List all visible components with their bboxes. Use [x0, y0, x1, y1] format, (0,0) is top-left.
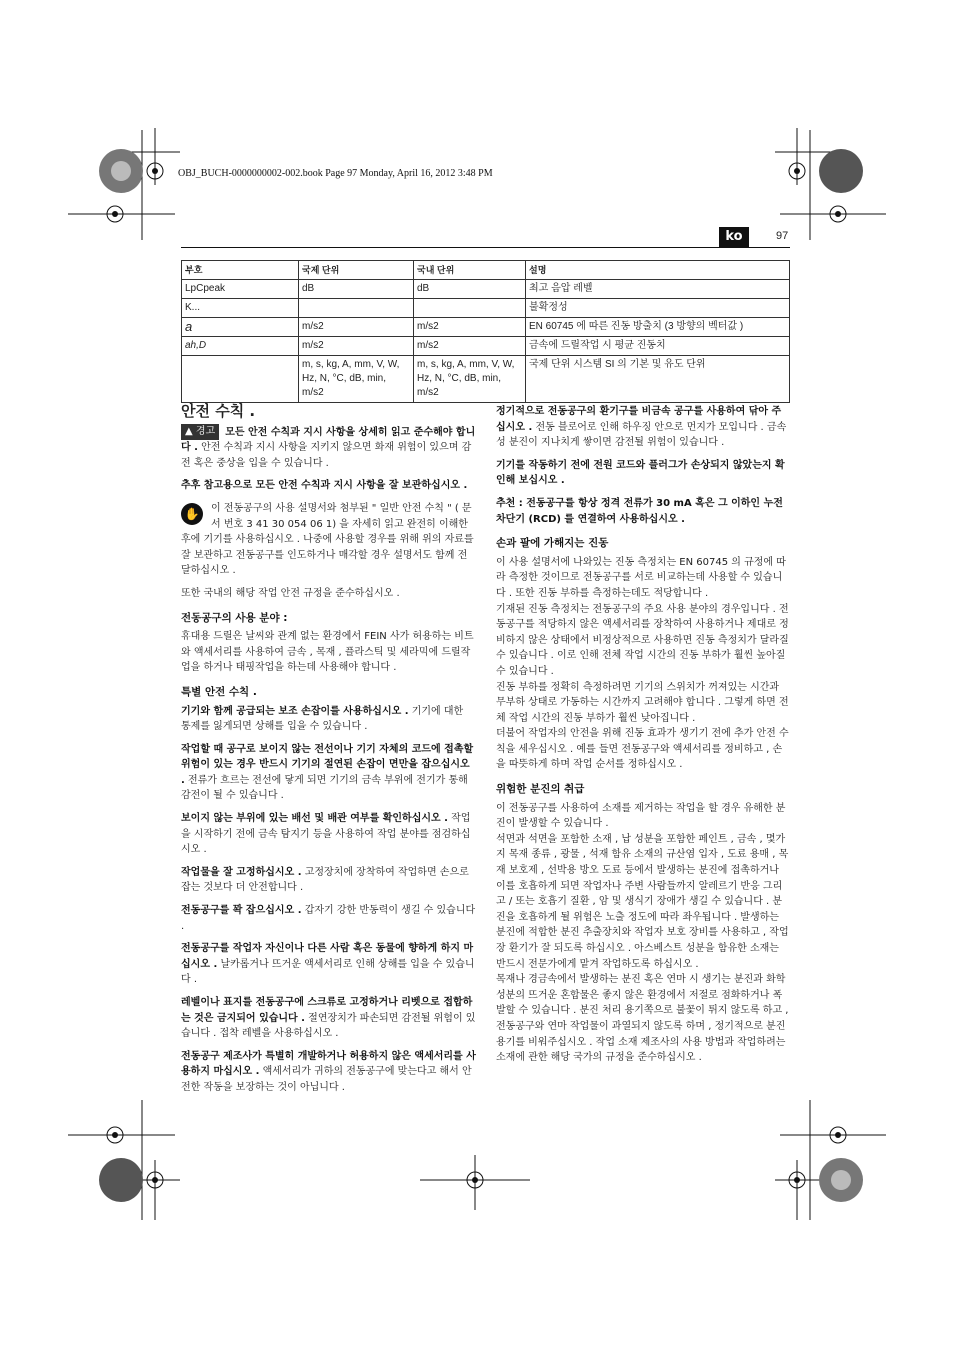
table-cell: K... [182, 299, 299, 318]
left-column [181, 404, 476, 1103]
table-header-cell: 국제 단위 [299, 261, 414, 280]
special-item-bold: 전동공구를 꽉 잡으십시오 . [181, 905, 302, 917]
table-cell: 최고 음압 레벨 [526, 280, 790, 299]
special-item-bold: 전동공구 제조사가 특별히 개발하거나 허용하지 않은 액세서리를 사용하지 마십시오 . [181, 1050, 476, 1078]
table-cell: 불확정성 [526, 299, 790, 318]
table-header-row [182, 261, 790, 280]
table-cell: m/s2 [414, 337, 526, 356]
special-item-text: 날카롭거나 뜨거운 액세서리로 인해 상해를 입을 수 있습니다 . [181, 958, 475, 986]
special-item-text: 고정장치에 장착하여 작업하면 손으로 잡는 것보다 더 안전합니다 . [181, 866, 469, 894]
vibration-paragraph: 이 사용 설명서에 나와있는 진동 측정치는 EN 60745 의 규정에 따라 측정한 것이므로 전동공구를 서로 비교하는데 사용할 수 있습니다 . 또한 진동 부하를 측정하는데도 적당합니다 . [496, 556, 786, 599]
special-item-bold: 기기와 함께 공급되는 보조 손잡이를 사용하십시오 . [181, 705, 409, 717]
vibration-paragraph: 진동 부하를 정확히 측정하려면 기기의 스위치가 꺼져있는 시간과 무부하 상태로 가동하는 시간까지 고려해야 합니다 . 그렇게 하면 전체 작업 시간의 진동 부하가 훨씬 낮아집니다 . [496, 681, 789, 724]
special-item-text: 전류가 흐르는 전선에 닿게 되면 기기의 금속 부위에 전기가 통해 감전이 될 수 있습니다 . [181, 774, 468, 802]
warning-bold: 모든 안전 수칙과 지시 사항을 상세히 읽고 준수해야 합니다 . [181, 426, 476, 454]
read-manual-icon: ✋ [181, 503, 203, 525]
right-column [496, 404, 790, 1073]
dust-paragraph: 석면과 석면을 포함한 소재 , 납 성분을 포함한 페인트 , 금속 , 몇가지 목재 종류 , 광물 , 석재 함유 소재의 규산염 입자 , 도료 용매 , 목재 보호제 , 선박용 방오 도료 등에서 발생하는 분진에 접촉하거나 이를 호흡하게 되면 작업자나 주변 사람들까지 알레르기 반응 그리고 / 또는 호흡기 질환 , 암 및 생식기 장애가 생길 수 있습니다 . 분진을 호흡하게 될 위험은 노출 정도에 따라 좌우됩니다 . 발생하는 분진에 적합한 분진 추출장치와 작업자 보호 장비를 사용하고 , 작업장 환기가 잘 되도록 하십시오 . 아스베스트 성분을 함유한 소재는 반드시 전문가에게 맡겨 작업하도록 하십시오 . [496, 833, 789, 970]
table-row [182, 356, 790, 403]
table-header-cell: 부호 [182, 261, 299, 280]
page-number: 97 [776, 230, 789, 242]
special-item [181, 941, 476, 988]
vibration-paragraph: 더불어 작업자의 안전을 위해 진동 효과가 생기기 전에 추가 안전 수칙을 세우십시오 . 예를 들면 전동공구와 액세서리를 정비하고 , 손을 따뜻하게 하며 작업 순서를 정하십시오 . [496, 728, 789, 771]
table-header-cell: 설명 [526, 261, 790, 280]
table-cell: LpCpeak [182, 280, 299, 299]
table-cell [299, 299, 414, 318]
special-title: 특별 안전 수칙 . [181, 685, 257, 698]
special-item [181, 995, 476, 1042]
dust-paragraph: 이 전동공구를 사용하여 소재를 제거하는 작업을 할 경우 유해한 분진이 발생할 수 있습니다 . [496, 802, 786, 830]
special-item [181, 704, 476, 735]
read-manual-paragraph [181, 501, 476, 579]
warning-triangle-icon: ▲ [185, 425, 193, 437]
purpose-title: 전동공구의 사용 분야 : [181, 611, 288, 624]
table-cell: EN 60745 에 따른 진동 방출치 (3 방향의 벡터값 ) [526, 318, 790, 337]
special-item [181, 865, 476, 896]
table-cell: a [182, 318, 299, 337]
dust-paragraph: 목재나 경금속에서 발생하는 분진 혹은 연마 시 생기는 분진과 화학 성분의 뜨거운 혼합물은 좋지 않은 환경에서 저절로 점화하거나 폭발할 수 있습니다 . 분진 처리 용기쪽으로 불꽃이 튀지 않도록 하고 , 전동공구와 연마 작업물이 과열되지 않도록 하며 , 정기적으로 분진 용기를 비워주십시오 . 작업 소재 제조사의 사용 방법과 작업하려는 소재에 관한 해당 국가의 규정을 준수하십시오 . [496, 974, 789, 1064]
warning-label: 경고 [195, 425, 216, 437]
table-row [182, 318, 790, 337]
local-rules-text: 또한 국내의 해당 작업 안전 규정을 준수하십시오 . [181, 587, 400, 599]
table-cell: m/s2 [414, 318, 526, 337]
table-cell: 국제 단위 시스템 SI 의 기본 및 유도 단위 [526, 356, 790, 403]
special-item-text: 액세서리가 귀하의 전동공구에 맞는다고 해서 안전한 작동을 보장하는 것이 아닙니다 . [181, 1066, 472, 1093]
special-item-text: 절연장치가 파손되면 감전될 위험이 있습니다 . 접착 레벨을 사용하십시오 . [181, 1012, 476, 1040]
file-info: OBJ_BUCH-0000000002-002.book Page 97 Monday, April 16, 2012 3:48 PM [178, 168, 493, 179]
vent-cleaning-paragraph [496, 404, 790, 451]
special-item [181, 903, 476, 934]
vent-cleaning-text: 전동 블로어로 인해 하우징 안으로 먼지가 모입니다 . 금속성 분진이 지나치게 쌓이면 감전될 위험이 있습니다 . [496, 421, 787, 449]
table-cell: ah,D [182, 337, 299, 356]
vibration-paragraph: 기재된 진동 측정치는 전동공구의 주요 사용 분야의 경우입니다 . 전동공구를 적당하지 않은 액세서리를 장착하여 사용하거나 제대로 정비하지 않은 상태에서 비정상적으로 사용하면 진동 측정치가 달라질 수 있습니다 . 이로 인해 전체 작업 시간의 진동 부하가 훨씬 높아질 수 있습니다 . [496, 603, 789, 677]
purpose-text: 휴대용 드릴은 날씨와 관계 없는 환경에서 FEIN 사가 허용하는 비트와 액세서리를 사용하여 금속 , 목재 , 플라스틱 및 세라믹에 드릴작업을 하거나 태핑작업을 하는데 사용해야 합니다 . [181, 631, 474, 674]
vent-cleaning-bold: 정기적으로 전동공구의 환기구를 비금속 공구를 사용하여 닦아 주십시오 . [496, 406, 782, 433]
keep-instructions: 추후 참고용으로 모든 안전 수칙과 지시 사항을 잘 보관하십시오 . [181, 480, 468, 492]
language-badge: ko [719, 227, 749, 247]
table-cell: m, s, kg, A, mm, V, W, Hz, N, °C, dB, min, m/s2 [299, 356, 414, 403]
dust-title: 위험한 분진의 취급 [496, 783, 585, 796]
special-item-bold: 레벨이나 표지를 전동공구에 스크류로 고정하거나 리벳으로 접합하는 것은 금지되어 있습니다 . [181, 997, 473, 1024]
special-item-text: 작업을 시작하기 전에 금속 탐지기 등을 사용하여 작업 분야를 점검하십시오 . [181, 813, 471, 856]
cord-check: 기기를 작동하기 전에 전원 코드와 플러그가 손상되지 않았는지 확인해 보십시오 . [496, 459, 785, 487]
table-cell: dB [299, 280, 414, 299]
table-cell: dB [414, 280, 526, 299]
special-item-text: 기기에 대한 통제를 잃게되면 상해를 입을 수 있습니다 . [181, 705, 464, 733]
table-cell [182, 356, 299, 403]
table-cell: 금속에 드릴작업 시 평균 진동치 [526, 337, 790, 356]
table-cell [414, 299, 526, 318]
special-item-bold: 보이지 않는 부위에 있는 배선 및 배관 여부를 확인하십시오 . [181, 813, 448, 825]
special-item [181, 742, 476, 804]
special-item-bold: 작업물을 잘 고정하십시오 . [181, 866, 302, 878]
table-row [182, 280, 790, 299]
special-item-bold: 작업할 때 공구로 보이지 않는 전선이나 기기 자체의 코드에 접촉할 위험이 있는 경우 반드시 기기의 절연된 손잡이 면만을 잡으십시오 . [181, 743, 474, 786]
table-header-cell: 국내 단위 [414, 261, 526, 280]
special-item [181, 1049, 476, 1096]
table-cell: m/s2 [299, 337, 414, 356]
safety-title: 안전 수칙 . [181, 402, 256, 420]
units-table [181, 260, 790, 403]
special-item-text: 갑자기 강한 반동력이 생길 수 있습니다 . [181, 905, 476, 932]
table-cell: m, s, kg, A, mm, V, W, Hz, N, °C, dB, min, m/s2 [414, 356, 526, 403]
warning-text: 안전 수칙과 지시 사항을 지키지 않으면 화재 위험이 있으며 감전 혹은 중상을 입을 수 있습니다 . [181, 442, 472, 469]
header-rule [181, 247, 790, 248]
special-item-bold: 전동공구를 작업자 자신이나 다른 사람 혹은 동물에 향하게 하지 마십시오 . [181, 943, 474, 970]
warning-badge [181, 424, 219, 440]
rcd-recommendation: 추천 : 전동공구를 항상 정격 전류가 30 mA 혹은 그 이하인 누전 차단기 (RCD) 를 연결하여 사용하십시오 . [496, 497, 783, 525]
read-manual-text: 이 전동공구의 사용 설명서와 첨부된 " 일반 안전 수칙 " ( 문서 번호 3 41 30 054 06 1) 을 자세히 읽고 완전히 이해한 후에 기기를 사용하십시오 . 나중에 사용할 경우를 위해 위의 자료를 잘 보관하고 전동공구를 인도하거나 매각할 경우 설명서도 함께 전달하십시오 . [181, 502, 474, 577]
special-item [181, 811, 476, 858]
warning-paragraph [181, 424, 476, 472]
table-row [182, 337, 790, 356]
table-row [182, 299, 790, 318]
vibration-title: 손과 팔에 가해지는 진동 [496, 537, 609, 550]
table-cell: m/s2 [299, 318, 414, 337]
